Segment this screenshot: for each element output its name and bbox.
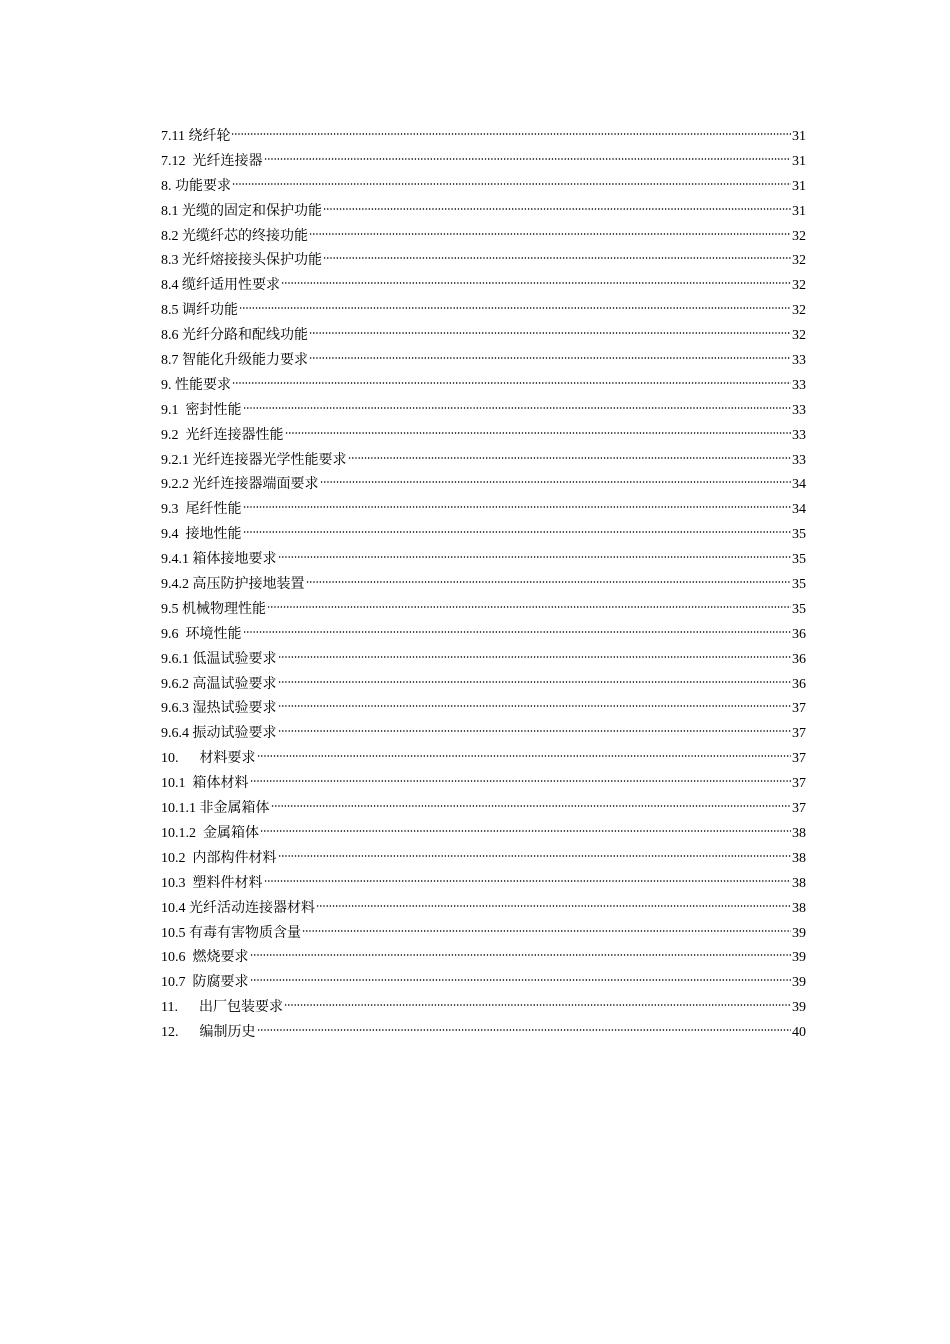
toc-entry-page-number: 33 [792, 452, 806, 468]
toc-dot-leader [250, 977, 792, 983]
toc-entry[interactable] [161, 847, 806, 872]
toc-entry-label: 8.1 光缆的固定和保护功能 [161, 203, 322, 219]
toc-entry-label: 10.1 箱体材料 [161, 776, 249, 792]
toc-entry[interactable] [161, 523, 806, 548]
toc-dot-leader [257, 753, 792, 759]
toc-entry[interactable] [161, 498, 806, 523]
toc-entry-page-number: 38 [792, 850, 806, 866]
toc-dot-leader [257, 1027, 792, 1033]
toc-entry-label: 8.5 调纤功能 [161, 303, 238, 319]
toc-entry-page-number: 35 [792, 577, 806, 593]
toc-entry[interactable] [161, 822, 806, 847]
toc-dot-leader [267, 604, 791, 610]
toc-entry[interactable] [161, 399, 806, 424]
toc-entry-page-number: 32 [792, 328, 806, 344]
toc-entry[interactable] [161, 200, 806, 225]
toc-entry-label: 11. 出厂包装要求 [161, 1000, 283, 1016]
toc-entry-page-number: 36 [792, 651, 806, 667]
toc-entry[interactable] [161, 449, 806, 474]
toc-entry-label: 8.6 光纤分路和配线功能 [161, 328, 308, 344]
toc-dot-leader [278, 728, 792, 734]
toc-entry[interactable] [161, 598, 806, 623]
toc-entry-page-number: 37 [792, 726, 806, 742]
toc-dot-leader [243, 629, 792, 635]
toc-entry-label: 9.2.2 光纤连接器端面要求 [161, 477, 319, 493]
toc-entry-label: 10.6 燃烧要求 [161, 950, 249, 966]
toc-entry-page-number: 37 [792, 776, 806, 792]
toc-entry-label: 9.4.2 高压防护接地装置 [161, 577, 305, 593]
toc-dot-leader [232, 380, 791, 386]
toc-entry-page-number: 33 [792, 427, 806, 443]
toc-entry[interactable] [161, 1021, 806, 1046]
toc-dot-leader [348, 455, 792, 461]
toc-entry-page-number: 36 [792, 626, 806, 642]
toc-entry[interactable] [161, 797, 806, 822]
toc-entry[interactable] [161, 424, 806, 449]
toc-entry-label: 10.4 光纤活动连接器材料 [161, 900, 315, 916]
toc-dot-leader [309, 231, 791, 237]
toc-entry-page-number: 31 [792, 203, 806, 219]
toc-dot-leader [278, 654, 792, 660]
toc-entry-label: 8.3 光纤熔接接头保护功能 [161, 253, 322, 269]
toc-entry-label: 9.5 机械物理性能 [161, 601, 266, 617]
toc-entry[interactable] [161, 175, 806, 200]
toc-entry-page-number: 32 [792, 253, 806, 269]
toc-dot-leader [281, 280, 791, 286]
toc-dot-leader [320, 479, 792, 485]
toc-dot-leader [285, 430, 792, 436]
toc-entry[interactable] [161, 673, 806, 698]
toc-entry-page-number: 38 [792, 900, 806, 916]
table-of-contents [161, 125, 806, 1046]
toc-dot-leader [278, 554, 792, 560]
toc-entry-page-number: 38 [792, 875, 806, 891]
toc-dot-leader [250, 778, 792, 784]
toc-entry[interactable] [161, 747, 806, 772]
toc-entry[interactable] [161, 971, 806, 996]
toc-entry-page-number: 37 [792, 751, 806, 767]
toc-entry-page-number: 32 [792, 228, 806, 244]
toc-entry[interactable] [161, 996, 806, 1021]
toc-dot-leader [243, 504, 792, 510]
toc-entry-page-number: 33 [792, 377, 806, 393]
toc-entry-page-number: 33 [792, 353, 806, 369]
toc-dot-leader [264, 156, 792, 162]
toc-entry-page-number: 40 [792, 1025, 806, 1041]
toc-entry-label: 10.2 内部构件材料 [161, 850, 277, 866]
toc-dot-leader [278, 703, 792, 709]
toc-entry-label: 10. 材料要求 [161, 751, 256, 767]
toc-dot-leader [232, 181, 791, 187]
toc-entry[interactable] [161, 548, 806, 573]
toc-entry-label: 8. 功能要求 [161, 178, 231, 194]
toc-entry[interactable] [161, 274, 806, 299]
toc-entry-label: 9.3 尾纤性能 [161, 502, 242, 518]
toc-entry-page-number: 37 [792, 801, 806, 817]
toc-entry-label: 9. 性能要求 [161, 377, 231, 393]
toc-entry-label: 9.6.4 振动试验要求 [161, 726, 277, 742]
toc-entry-label: 10.1.1 非金属箱体 [161, 801, 270, 817]
toc-dot-leader [231, 131, 791, 137]
toc-entry[interactable] [161, 374, 806, 399]
toc-dot-leader [316, 903, 791, 909]
toc-entry-label: 8.4 缆纤适用性要求 [161, 278, 280, 294]
toc-entry-label: 9.6.1 低温试验要求 [161, 651, 277, 667]
toc-entry-page-number: 34 [792, 502, 806, 518]
toc-entry[interactable] [161, 573, 806, 598]
toc-dot-leader [250, 952, 792, 958]
toc-entry-page-number: 31 [792, 153, 806, 169]
toc-dot-leader [243, 529, 792, 535]
toc-entry-label: 9.1 密封性能 [161, 402, 242, 418]
toc-entry[interactable] [161, 648, 806, 673]
toc-entry-page-number: 35 [792, 527, 806, 543]
toc-dot-leader [278, 679, 792, 685]
toc-entry-label: 8.2 光缆纤芯的终接功能 [161, 228, 308, 244]
toc-entry[interactable] [161, 897, 806, 922]
toc-dot-leader [260, 828, 791, 834]
toc-entry[interactable] [161, 946, 806, 971]
toc-entry-label: 9.6.3 湿热试验要求 [161, 701, 277, 717]
toc-entry[interactable] [161, 722, 806, 747]
toc-dot-leader [323, 255, 791, 261]
toc-entry[interactable] [161, 349, 806, 374]
toc-entry-page-number: 31 [792, 178, 806, 194]
toc-entry[interactable] [161, 922, 806, 947]
toc-entry-label: 9.6 环境性能 [161, 626, 242, 642]
toc-dot-leader [243, 405, 792, 411]
toc-entry-label: 9.4 接地性能 [161, 527, 242, 543]
toc-entry-label: 9.4.1 箱体接地要求 [161, 552, 277, 568]
toc-entry[interactable] [161, 249, 806, 274]
toc-dot-leader [323, 206, 791, 212]
toc-dot-leader [306, 579, 792, 585]
toc-entry-label: 10.3 塑料件材料 [161, 875, 263, 891]
toc-entry[interactable] [161, 697, 806, 722]
toc-entry-page-number: 32 [792, 303, 806, 319]
toc-entry-label: 10.5 有毒有害物质含量 [161, 925, 301, 941]
toc-dot-leader [309, 330, 791, 336]
toc-entry-page-number: 39 [792, 975, 806, 991]
toc-dot-leader [264, 878, 792, 884]
toc-entry[interactable] [161, 772, 806, 797]
toc-entry-label: 9.2 光纤连接器性能 [161, 427, 284, 443]
toc-entry-label: 7.12 光纤连接器 [161, 153, 263, 169]
toc-entry-page-number: 38 [792, 825, 806, 841]
toc-dot-leader [284, 1002, 791, 1008]
toc-entry-label: 8.7 智能化升级能力要求 [161, 353, 308, 369]
toc-entry-label: 10.1.2 金属箱体 [161, 825, 259, 841]
toc-entry[interactable] [161, 225, 806, 250]
toc-entry-page-number: 39 [792, 950, 806, 966]
toc-entry-page-number: 36 [792, 676, 806, 692]
toc-dot-leader [302, 928, 791, 934]
toc-entry[interactable] [161, 150, 806, 175]
toc-entry[interactable] [161, 324, 806, 349]
toc-dot-leader [309, 355, 791, 361]
toc-dot-leader [239, 305, 791, 311]
toc-entry-page-number: 35 [792, 601, 806, 617]
toc-entry-page-number: 39 [792, 925, 806, 941]
toc-entry[interactable] [161, 623, 806, 648]
toc-entry-page-number: 35 [792, 552, 806, 568]
toc-entry[interactable] [161, 473, 806, 498]
toc-entry-page-number: 32 [792, 278, 806, 294]
toc-entry[interactable] [161, 125, 806, 150]
toc-entry-label: 12. 编制历史 [161, 1025, 256, 1041]
toc-entry-page-number: 31 [792, 129, 806, 144]
toc-entry-label: 9.6.2 高温试验要求 [161, 676, 277, 692]
toc-entry-label: 9.2.1 光纤连接器光学性能要求 [161, 452, 347, 468]
toc-entry-page-number: 33 [792, 402, 806, 418]
toc-entry-page-number: 37 [792, 701, 806, 717]
toc-entry[interactable] [161, 299, 806, 324]
toc-entry[interactable] [161, 872, 806, 897]
toc-dot-leader [271, 803, 792, 809]
toc-entry-label: 7.11 绕纤轮 [161, 129, 231, 144]
toc-entry-label: 10.7 防腐要求 [161, 975, 249, 991]
toc-entry-page-number: 34 [792, 477, 806, 493]
toc-entry-page-number: 39 [792, 1000, 806, 1016]
toc-dot-leader [278, 853, 792, 859]
